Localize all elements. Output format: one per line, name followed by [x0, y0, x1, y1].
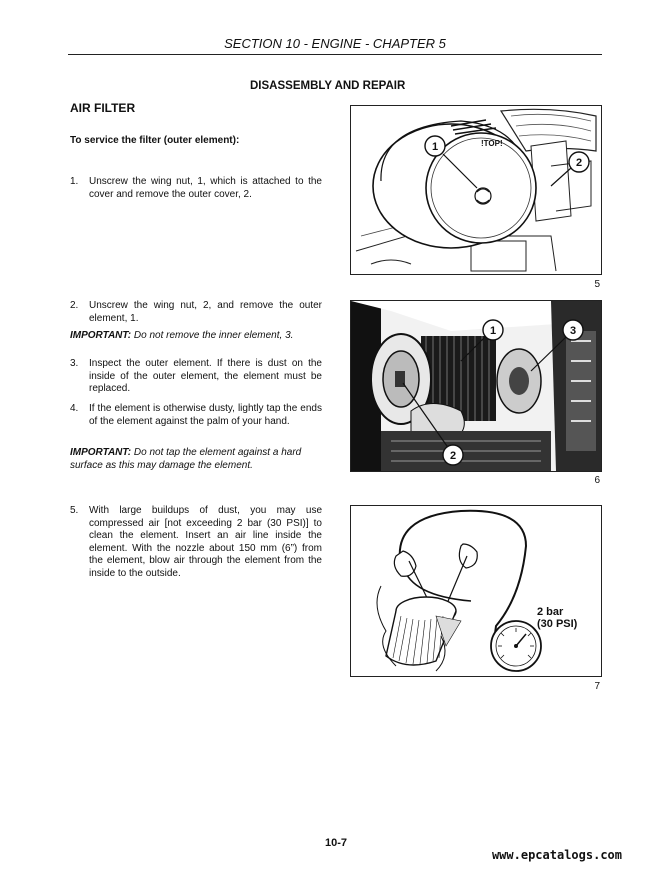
step-text: With large buildups of dust, you may use compressed air [not exceeding 2 bar (30 PSI)] to clean the element. Insert an air line inside the element. With the nozzle about 150 mm (6”) from the element, blow air through the element from the inside to the outside. — [89, 505, 322, 579]
callout-2: 2 — [449, 450, 457, 462]
figure-5-illustration — [350, 105, 602, 275]
step-number: 5. — [70, 505, 79, 516]
important-text: Do not tap the element against a hard surface as this may damage the element. — [70, 447, 302, 471]
step-text: If the element is otherwise dusty, lightly tap the ends of the element against the palm of your hand. — [89, 403, 322, 427]
callout-1: 1 — [489, 325, 497, 337]
header-rule — [68, 54, 602, 55]
step-number: 4. — [70, 403, 79, 414]
figure-number: 7 — [594, 681, 600, 692]
step-number: 1. — [70, 176, 79, 187]
page-header: SECTION 10 - ENGINE - CHAPTER 5 — [224, 36, 446, 51]
step-text: Inspect the outer element. If there is dust on the inside of the outer element, the element must be replaced. — [89, 358, 322, 394]
important-note-1 — [70, 330, 324, 343]
figure-6-photo — [350, 300, 602, 472]
step-1 — [70, 176, 322, 201]
step-2 — [70, 300, 322, 325]
subsection-heading: AIR FILTER — [70, 101, 136, 115]
figure-number: 5 — [594, 279, 600, 290]
figure-number: 6 — [594, 475, 600, 486]
step-text: Unscrew the wing nut, 1, which is attached to the cover and remove the outer cover, 2. — [89, 176, 322, 200]
callout-1: 1 — [431, 141, 439, 153]
pressure-label-bar: 2 bar — [537, 606, 564, 618]
page-number: 10-7 — [324, 837, 348, 849]
intro-heading: To service the filter (outer element): — [70, 135, 240, 146]
watermark: www.epcatalogs.com — [491, 848, 622, 862]
air-filter-cover-drawing — [351, 106, 601, 274]
pressure-label-psi: (30 PSI) — [537, 618, 578, 630]
step-text: Unscrew the wing nut, 2, and remove the outer element, 1. — [89, 300, 322, 324]
important-text: Do not remove the inner element, 3. — [131, 330, 294, 341]
step-number: 2. — [70, 300, 79, 311]
callout-3: 3 — [569, 325, 577, 337]
important-label: IMPORTANT: — [70, 330, 132, 341]
callout-2: 2 — [575, 157, 583, 169]
step-3 — [70, 358, 322, 396]
compressed-air-cleaning-drawing — [351, 506, 601, 676]
important-label: IMPORTANT: — [70, 447, 132, 458]
step-5 — [70, 505, 322, 580]
section-title: DISASSEMBLY AND REPAIR — [250, 80, 406, 92]
figure-7-illustration — [350, 505, 602, 677]
filter-removal-photo — [351, 301, 601, 471]
cover-marking: !TOP! — [481, 139, 503, 148]
step-4 — [70, 403, 322, 428]
important-note-2 — [70, 447, 324, 472]
step-number: 3. — [70, 358, 79, 369]
